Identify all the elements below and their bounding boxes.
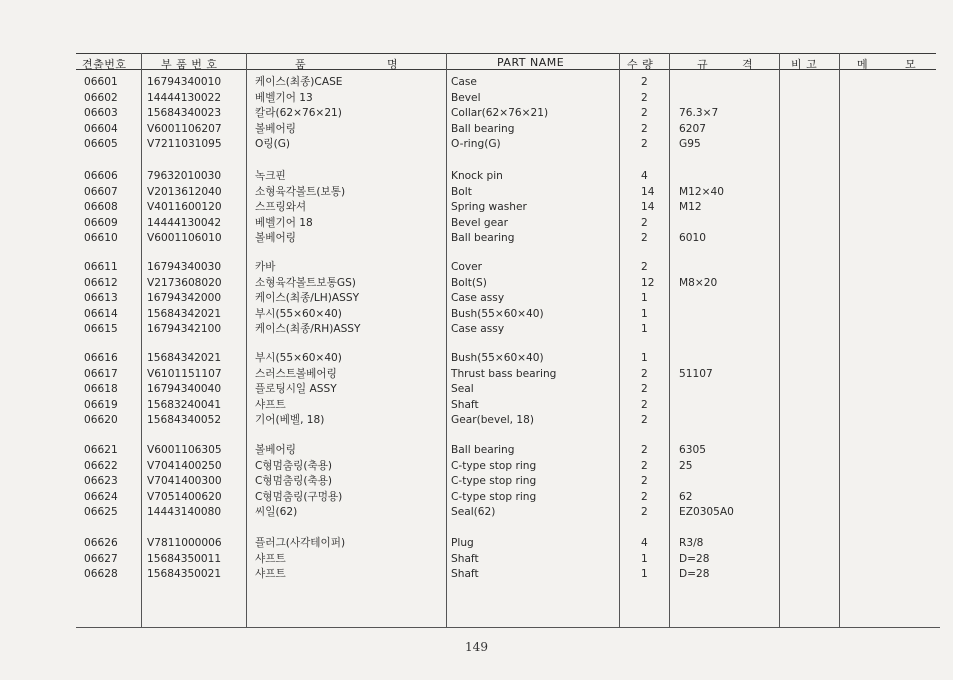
row-number: 06604 <box>84 122 118 135</box>
part-name-english: C-type stop ring <box>451 490 537 503</box>
row-number: 06618 <box>84 383 118 395</box>
row-number: 06603 <box>84 107 118 119</box>
part-number: V6101151107 <box>147 367 222 380</box>
quantity: 14 <box>641 185 655 198</box>
part-number: V2173608020 <box>147 276 222 289</box>
table-row <box>0 413 953 428</box>
row-number: 06620 <box>84 414 118 426</box>
quantity: 12 <box>641 276 655 289</box>
part-number: V6001106207 <box>147 122 222 135</box>
part-name-korean: 볼베어링 <box>255 232 296 244</box>
table-row <box>0 367 953 382</box>
table-row <box>0 552 953 567</box>
part-name-english: O-ring(G) <box>451 138 501 150</box>
header-remark: 비 고 <box>791 58 818 71</box>
quantity: 2 <box>641 444 648 456</box>
header-part-no: 부 품 번 호 <box>161 58 218 71</box>
specification: 62 <box>679 490 693 503</box>
part-name-english: Case assy <box>451 292 505 304</box>
part-number: 14444130042 <box>147 216 222 229</box>
part-name-english: Bevel gear <box>451 216 508 229</box>
part-name-korean: 케이스(최종/LH)ASSY <box>255 292 360 304</box>
quantity: 2 <box>641 414 648 426</box>
quantity: 1 <box>641 323 648 335</box>
part-name-english: Bolt <box>451 185 472 198</box>
part-name-english: Ball bearing <box>451 444 515 456</box>
table-row <box>0 231 953 246</box>
specification: D=28 <box>679 552 710 565</box>
part-number: 16794342100 <box>147 323 222 335</box>
part-name-english: Shaft <box>451 552 479 565</box>
part-name-korean: 볼베어링 <box>255 444 296 456</box>
table-row <box>0 398 953 413</box>
table-row <box>0 122 953 137</box>
part-name-korean: 플로팅시일 ASSY <box>255 383 337 395</box>
row-number: 06623 <box>84 475 118 487</box>
part-name-english: Seal <box>451 383 474 395</box>
part-name-english: Plug <box>451 537 474 549</box>
quantity: 2 <box>641 122 648 135</box>
part-name-korean: O링(G) <box>255 138 291 150</box>
part-number: V7041400300 <box>147 475 222 487</box>
quantity: 2 <box>641 261 648 273</box>
part-name-korean: 샤프트 <box>255 398 286 411</box>
specification: 51107 <box>679 367 713 380</box>
row-number: 06628 <box>84 568 118 580</box>
part-name-english: Collar(62×76×21) <box>451 107 549 119</box>
quantity: 4 <box>641 537 648 549</box>
part-number: 16794340030 <box>147 261 222 273</box>
row-number: 06608 <box>84 201 118 213</box>
specification: R3/8 <box>679 537 704 549</box>
table-row <box>0 216 953 231</box>
table-row <box>0 291 953 306</box>
row-number: 06609 <box>84 216 118 229</box>
part-number: 16794340010 <box>147 76 222 88</box>
part-name-english: C-type stop ring <box>451 459 537 472</box>
part-name-korean: 부시(55×60×40) <box>255 352 342 364</box>
row-number: 06617 <box>84 367 118 380</box>
row-number: 06606 <box>84 170 118 182</box>
header-part-name: PART NAME <box>497 56 565 69</box>
part-name-korean: 스러스트볼베어링 <box>255 367 337 380</box>
table-row <box>0 276 953 291</box>
table-row <box>0 75 953 90</box>
quantity: 1 <box>641 552 648 565</box>
quantity: 14 <box>641 201 655 213</box>
part-name-korean: 케이스(최종)CASE <box>255 76 343 88</box>
part-name-english: Knock pin <box>451 170 503 182</box>
header-spec-left: 규 <box>697 58 709 71</box>
quantity: 1 <box>641 292 648 304</box>
specification: 6010 <box>679 232 706 244</box>
part-name-english: Bevel <box>451 91 481 104</box>
row-number: 06619 <box>84 398 118 411</box>
quantity: 2 <box>641 506 648 518</box>
part-number: V2013612040 <box>147 185 222 198</box>
row-number: 06602 <box>84 91 118 104</box>
part-number: V4011600120 <box>147 201 222 213</box>
table-top-rule <box>76 53 936 54</box>
part-number: 16794342000 <box>147 292 222 304</box>
row-number: 06601 <box>84 76 118 88</box>
specification: 76.3×7 <box>679 107 719 119</box>
quantity: 2 <box>641 459 648 472</box>
row-number: 06626 <box>84 537 118 549</box>
row-number: 06615 <box>84 323 118 335</box>
part-number: 79632010030 <box>147 170 222 182</box>
part-number: 14444130022 <box>147 91 222 104</box>
specification: EZ0305A0 <box>679 506 734 518</box>
part-name-korean: 카바 <box>255 261 276 273</box>
part-name-english: Gear(bevel, 18) <box>451 414 535 426</box>
table-row <box>0 474 953 489</box>
row-number: 06612 <box>84 276 118 289</box>
part-name-english: Bush(55×60×40) <box>451 307 544 320</box>
part-name-korean: 샤프트 <box>255 568 286 580</box>
header-no: 견출번호 <box>82 58 127 71</box>
row-number: 06605 <box>84 138 118 150</box>
part-name-english: Case <box>451 76 477 88</box>
part-number: V6001106305 <box>147 444 222 456</box>
part-name-korean: 플러그(사각테이퍼) <box>255 537 346 549</box>
part-number: 15684350011 <box>147 552 222 565</box>
table-row <box>0 536 953 551</box>
part-name-korean: 기어(베벨, 18) <box>255 414 325 426</box>
specification: 6305 <box>679 444 706 456</box>
specification: 25 <box>679 459 693 472</box>
part-name-english: Shaft <box>451 398 479 411</box>
part-number: V7041400250 <box>147 459 222 472</box>
part-name-english: Cover <box>451 261 483 273</box>
part-number: 15683240041 <box>147 398 222 411</box>
quantity: 2 <box>641 383 648 395</box>
row-number: 06610 <box>84 232 118 244</box>
specification: G95 <box>679 138 701 150</box>
row-number: 06622 <box>84 459 118 472</box>
part-name-korean: 씨일(62) <box>255 506 298 518</box>
part-name-korean: 칼라(62×76×21) <box>255 107 342 119</box>
part-name-korean: 부시(55×60×40) <box>255 307 342 320</box>
quantity: 2 <box>641 367 648 380</box>
table-row <box>0 505 953 520</box>
quantity: 2 <box>641 398 648 411</box>
part-name-korean: 녹크핀 <box>255 170 286 182</box>
page-number: 149 <box>465 640 488 654</box>
table-row <box>0 91 953 106</box>
part-name-english: Bolt(S) <box>451 276 487 289</box>
part-name-english: Case assy <box>451 323 505 335</box>
header-memo-left: 메 <box>857 58 869 71</box>
quantity: 2 <box>641 107 648 119</box>
part-number: 15684342021 <box>147 352 222 364</box>
part-number: 16794340040 <box>147 383 222 395</box>
part-name-korean: 베벨기어 13 <box>255 91 313 104</box>
part-name-english: Ball bearing <box>451 122 515 135</box>
part-name-english: Seal(62) <box>451 506 496 518</box>
part-number: 14443140080 <box>147 506 222 518</box>
part-name-korean: 소형육각볼트보통GS) <box>255 276 356 289</box>
part-name-korean: C형멈춤링(구멍용) <box>255 490 343 503</box>
table-row <box>0 567 953 582</box>
header-memo-right: 모 <box>905 58 917 71</box>
table-row <box>0 200 953 215</box>
part-name-korean: 베벨기어 18 <box>255 216 313 229</box>
part-number: 15684340052 <box>147 414 222 426</box>
quantity: 1 <box>641 307 648 320</box>
part-name-korean: C형멈춤링(축용) <box>255 475 333 487</box>
part-name-english: C-type stop ring <box>451 475 537 487</box>
header-name-kr-left: 품 <box>295 58 307 71</box>
specification: D=28 <box>679 568 710 580</box>
specification: M12×40 <box>679 185 724 198</box>
part-name-korean: 볼베어링 <box>255 122 296 135</box>
part-number: V7211031095 <box>147 138 222 150</box>
row-number: 06627 <box>84 552 118 565</box>
part-name-english: Spring washer <box>451 201 527 213</box>
specification: 6207 <box>679 122 706 135</box>
header-name-kr-right: 명 <box>387 58 399 71</box>
table-bottom-rule <box>76 627 940 628</box>
table-row <box>0 137 953 152</box>
table-row <box>0 169 953 184</box>
quantity: 2 <box>641 490 648 503</box>
quantity: 1 <box>641 568 648 580</box>
table-row <box>0 443 953 458</box>
row-number: 06625 <box>84 506 118 518</box>
row-number: 06607 <box>84 185 118 198</box>
table-row <box>0 490 953 505</box>
row-number: 06613 <box>84 292 118 304</box>
part-name-korean: 소형육각볼트(보통) <box>255 185 346 198</box>
part-name-english: Shaft <box>451 568 479 580</box>
specification: M8×20 <box>679 276 718 289</box>
quantity: 1 <box>641 352 648 364</box>
table-row <box>0 307 953 322</box>
quantity: 2 <box>641 138 648 150</box>
part-number: V7811000006 <box>147 537 222 549</box>
quantity: 4 <box>641 170 648 182</box>
part-number: V6001106010 <box>147 232 222 244</box>
table-row <box>0 382 953 397</box>
part-name-korean: C형멈춤링(축용) <box>255 459 333 472</box>
row-number: 06624 <box>84 490 118 503</box>
part-name-english: Thrust bass bearing <box>451 367 557 380</box>
table-row <box>0 459 953 474</box>
part-number: 15684350021 <box>147 568 222 580</box>
part-name-korean: 케이스(최종/RH)ASSY <box>255 323 361 335</box>
row-number: 06616 <box>84 352 118 364</box>
table-row <box>0 322 953 337</box>
table-row <box>0 185 953 200</box>
quantity: 2 <box>641 216 648 229</box>
quantity: 2 <box>641 76 648 88</box>
row-number: 06621 <box>84 444 118 456</box>
part-number: V7051400620 <box>147 490 222 503</box>
table-row <box>0 351 953 366</box>
quantity: 2 <box>641 475 648 487</box>
part-name-korean: 스프링와셔 <box>255 201 307 213</box>
header-qty: 수 량 <box>627 58 654 71</box>
specification: M12 <box>679 201 702 213</box>
quantity: 2 <box>641 91 648 104</box>
table-row <box>0 106 953 121</box>
row-number: 06614 <box>84 307 118 320</box>
row-number: 06611 <box>84 261 118 273</box>
quantity: 2 <box>641 232 648 244</box>
header-spec-right: 격 <box>742 58 754 71</box>
part-name-english: Bush(55×60×40) <box>451 352 544 364</box>
part-name-english: Ball bearing <box>451 232 515 244</box>
table-row <box>0 260 953 275</box>
part-name-korean: 샤프트 <box>255 552 286 565</box>
part-number: 15684342021 <box>147 307 222 320</box>
part-number: 15684340023 <box>147 107 222 119</box>
